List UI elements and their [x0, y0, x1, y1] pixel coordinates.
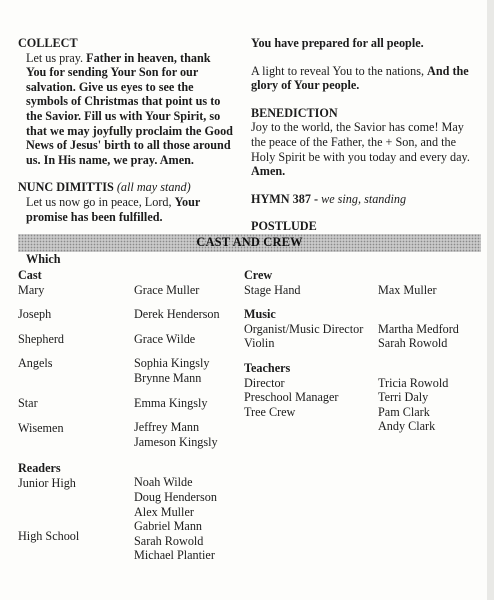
role-wisemen: Wisemen — [18, 420, 64, 435]
crew-names-column — [378, 268, 483, 434]
nunc-heading: NUNC DIMITTIS — [18, 180, 114, 195]
music-name-2: Sarah Rowold — [378, 336, 448, 351]
spacer — [378, 297, 483, 322]
name-reader-jh-1: Noah Wilde — [134, 475, 193, 490]
nunc-note: (all may stand) — [116, 180, 191, 195]
name-reader-jh-4: Gabriel Mann — [134, 519, 203, 534]
light-bold: And the glory of Your people. — [251, 63, 469, 93]
page-edge — [487, 0, 494, 600]
name-joseph: Derek Henderson — [134, 307, 220, 322]
music-heading: Music — [244, 307, 276, 322]
music-role-1: Organist/Music Director — [244, 321, 364, 336]
name-reader-jh-2: Doug Henderson — [134, 489, 217, 504]
prepared-line: You have prepared for all people. — [251, 36, 424, 50]
teacher-name-2: Terri Daly — [378, 390, 429, 405]
light-plain: A light to reveal You to the nations, — [251, 63, 428, 78]
hymn-line — [251, 192, 481, 207]
teachers-heading: Teachers — [244, 360, 291, 375]
cast-heading: Cast — [18, 268, 42, 282]
readers-heading: Readers — [18, 461, 61, 476]
teacher-name-1: Tricia Rowold — [378, 375, 449, 390]
name-shepherd: Grace Wilde — [134, 331, 196, 346]
name-star: Emma Kingsly — [134, 395, 208, 410]
nunc-plain: Let us now go in peace, Lord, — [26, 194, 175, 209]
name-reader-hs-2: Michael Plantier — [134, 548, 215, 563]
collect-bold: Father in heaven, thank You for sending Your Son for our salvation. Give us eyes to see the symbols of Christmas that point us to the Savior. Fill us with Your Spirit, so that we may joyfully proclaim the Good News of Jesus' birth to all those around us. In His name, we pray. Amen. — [26, 50, 233, 167]
cast-crew-title: CAST AND CREW — [196, 235, 303, 249]
crew-roles-column — [244, 268, 374, 419]
role-junior-high: Junior High — [18, 475, 76, 490]
nunc-text — [18, 195, 233, 224]
teacher-role-2: Preschool Manager — [244, 390, 339, 405]
teacher-name-3: Pam Clark — [378, 404, 430, 419]
name-mary: Grace Muller — [134, 282, 200, 297]
name-reader-hs-1: Sarah Rowold — [134, 533, 204, 548]
role-star: Star — [18, 395, 38, 410]
name-wiseman-1: Jeffrey Mann — [134, 420, 200, 435]
postlude-heading: POSTLUDE — [251, 219, 317, 234]
role-mary: Mary — [18, 282, 45, 297]
role-joseph: Joseph — [18, 307, 52, 322]
eyes-bold: Which — [26, 251, 61, 266]
nunc-bold: Your promise has been fulfilled. — [26, 194, 201, 224]
teacher-role-3: Tree Crew — [244, 404, 296, 419]
name-reader-jh-3: Alex Muller — [134, 504, 194, 519]
benediction-bold: Amen. — [251, 164, 286, 179]
collect-prayer — [18, 51, 233, 168]
collect-heading: COLLECT — [18, 36, 78, 50]
crew-stage-name: Max Muller — [378, 282, 437, 297]
cast-crew-banner — [18, 234, 481, 252]
hymn-note: we sing, standing — [321, 191, 407, 206]
teacher-role-1: Director — [244, 375, 285, 390]
name-wiseman-2: Jameson Kingsly — [134, 434, 218, 449]
music-role-2: Violin — [244, 336, 275, 351]
crew-heading: Crew — [244, 268, 273, 282]
cast-roles-column — [18, 268, 128, 544]
benediction-heading: BENEDICTION — [251, 105, 338, 120]
collect-plain: Let us pray. — [26, 50, 87, 65]
role-shepherd: Shepherd — [18, 331, 65, 346]
name-angel-2: Brynne Mann — [134, 370, 202, 385]
name-angel-1: Sophia Kingsly — [134, 356, 210, 371]
benediction-text — [251, 120, 481, 178]
benediction-plain: Joy to the world, the Savior has come! May the peace of the Father, the + Son, and the Holy Spirit be with you today and every day. — [251, 120, 470, 164]
role-angels: Angels — [18, 356, 53, 371]
hymn-label: HYMN 387 - — [251, 191, 322, 206]
spacer — [134, 268, 239, 283]
right-column — [251, 36, 481, 234]
music-name-1: Martha Medford — [378, 321, 459, 336]
crew-stage-hand: Stage Hand — [244, 282, 301, 297]
light-text — [251, 64, 481, 93]
spacer — [378, 351, 483, 376]
role-high-school: High School — [18, 529, 80, 544]
teacher-name-4: Andy Clark — [378, 419, 436, 434]
spacer — [378, 268, 483, 283]
nunc-heading-line — [18, 180, 233, 195]
cast-names-column — [134, 268, 239, 563]
